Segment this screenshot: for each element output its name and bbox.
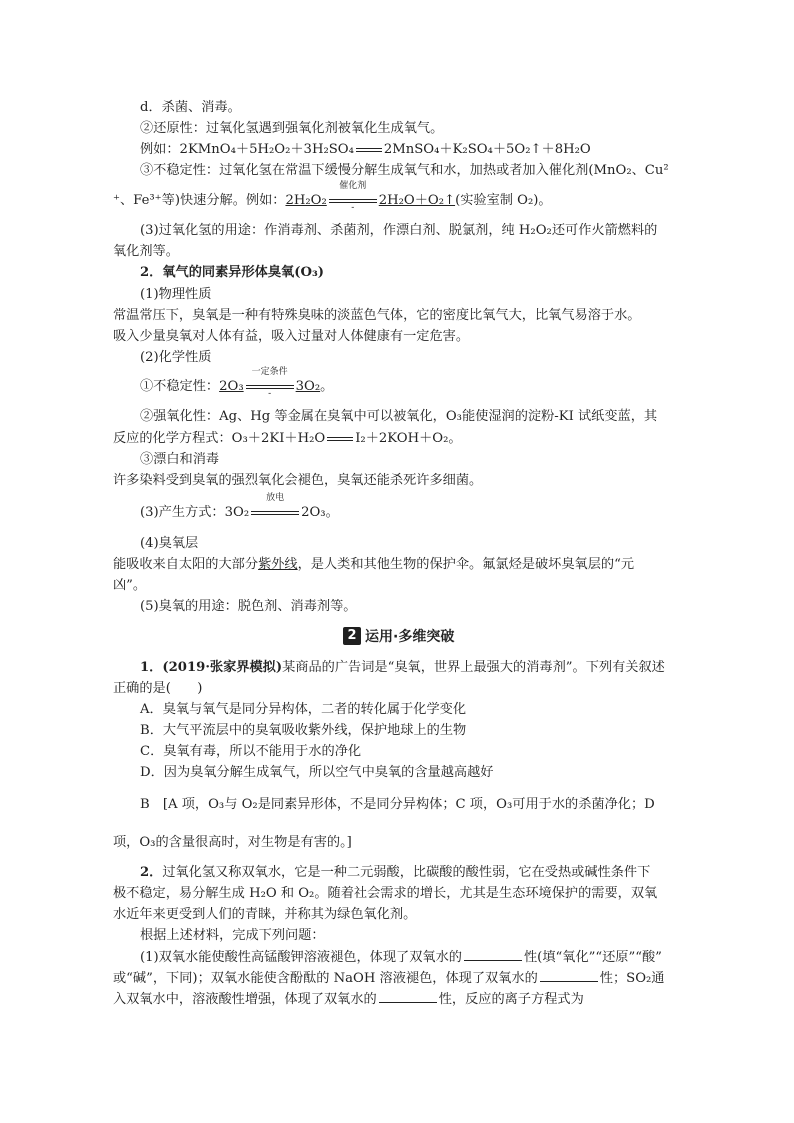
equation-lhs: 2H₂O₂ bbox=[285, 193, 327, 208]
question-2-stem: 根据上述材料，完成下列问题： bbox=[140, 928, 325, 943]
text-line: ③不稳定性：过氧化氢在常温下缓慢分解生成氧气和水，加热或者加入催化剂(MnO₂、Cu² bbox=[140, 163, 669, 178]
question-2-stem: 水近年来更受到人们的青睐，并称其为绿色氧化剂。 bbox=[113, 907, 417, 922]
answer-blank[interactable] bbox=[379, 990, 437, 1003]
equation-line bbox=[113, 181, 552, 213]
equation-line bbox=[140, 367, 334, 399]
equation-rhs: 3O₂ bbox=[295, 379, 321, 394]
answer-explanation: B [A 项，O₃与 O₂是同素异形体，不是同分异构体；C 项，O₃可用于水的杀菌净化；D bbox=[140, 797, 655, 812]
text-line bbox=[113, 556, 634, 574]
equation-line bbox=[140, 493, 339, 522]
answer-blank[interactable] bbox=[540, 969, 598, 982]
equals-sign bbox=[327, 437, 353, 441]
text-span: ①不稳定性： bbox=[140, 379, 220, 394]
reaction-condition: 催化剂 bbox=[339, 181, 367, 191]
answer-blank[interactable] bbox=[464, 948, 522, 961]
text-line: ②还原性：过氧化氢遇到强氧化剂被氧化生成氧气。 bbox=[140, 121, 444, 136]
reaction-arrow bbox=[251, 493, 299, 522]
text-line: 吸入少量臭氧对人体有益，吸入过量对人体健康有一定危害。 bbox=[113, 329, 470, 344]
question-2-stem: 极不稳定，易分解生成 H₂O 和 O₂。随着社会需求的增长，尤其是生态环境保护的需要，双氧 bbox=[113, 886, 658, 901]
equation-lhs: 反应的化学方程式：O₃＋2KI＋H₂O bbox=[113, 431, 326, 446]
subheading: 2．氧气的同素异形体臭氧(O₃) bbox=[140, 265, 324, 280]
section-title: 运用·多维突破 bbox=[365, 629, 455, 645]
reaction-condition: 放电 bbox=[266, 493, 285, 503]
text-line: (5)臭氧的用途：脱色剂、消毒剂等。 bbox=[140, 599, 357, 614]
question-1-stem: 正确的是( ) bbox=[113, 681, 203, 696]
equation-lhs: 例如：2KMnO₄＋5H₂O₂＋3H₂SO₄ bbox=[140, 142, 354, 157]
question-2-part-1: (1)双氧水能使酸性高锰酸钾溶液褪色，体现了双氧水的 性(填“氧化”“还原”“酸” bbox=[140, 950, 662, 965]
text-span: 。 bbox=[320, 379, 334, 394]
reaction-condition: 一定条件 bbox=[251, 367, 288, 377]
option-a: A．臭氧与氧气是同分异构体，二者的转化属于化学变化 bbox=[140, 702, 467, 717]
question-2-stem: 2．过氧化氢又称双氧水，它是一种二元弱酸，比碳酸的酸性弱，它在受热或碱性条件下 bbox=[140, 865, 651, 880]
text-line: (1)物理性质 bbox=[140, 287, 212, 302]
text-span: 能吸收来自太阳的大部分 bbox=[113, 557, 259, 572]
text-span: (实验室制 O₂)。 bbox=[455, 193, 552, 208]
equation-rhs: 2MnSO₄＋K₂SO₄＋5O₂↑＋8H₂O bbox=[383, 142, 591, 157]
underlined-term: 紫外线 bbox=[258, 557, 298, 572]
text-line: (3)过氧化氢的用途：作消毒剂、杀菌剂，作漂白剂、脱氯剂，纯 H₂O₂还可作火箭燃料的 bbox=[140, 223, 658, 238]
text-line: d．杀菌、消毒。 bbox=[140, 100, 241, 115]
text-line: ②强氧化性：Ag、Hg 等金属在臭氧中可以被氧化，O₃能使湿润的淀粉-KI 试纸变蓝，其 bbox=[140, 409, 658, 424]
text-line: 许多染料受到臭氧的强烈氧化会褪色，臭氧还能杀死许多细菌。 bbox=[113, 473, 483, 488]
option-d: D．因为臭氧分解生成氧气，所以空气中臭氧的含量越高越好 bbox=[140, 765, 494, 780]
option-b: B．大气平流层中的臭氧吸收紫外线，保护地球上的生物 bbox=[140, 723, 467, 738]
text-span: ⁺、Fe³⁺等)快速分解。例如： bbox=[113, 193, 286, 208]
option-c: C．臭氧有毒，所以不能用于水的净化 bbox=[140, 744, 362, 759]
text-line: 凶”。 bbox=[113, 578, 147, 593]
equation-line bbox=[113, 430, 462, 448]
section-number-badge: 2 bbox=[343, 627, 361, 645]
text-line: 常温常压下，臭氧是一种有特殊臭味的淡蓝色气体，它的密度比氧气大，比氧气易溶于水。 bbox=[113, 308, 641, 323]
question-2-part-1: 或“碱”，下同)；双氧水能使含酚酞的 NaOH 溶液褪色，体现了双氧水的 性；SO₂通 bbox=[113, 971, 665, 986]
text-line: ③漂白和消毒 bbox=[140, 452, 220, 467]
equation-lhs: (3)产生方式：3O₂ bbox=[140, 505, 250, 520]
text-span: ，是人类和其他生物的保护伞。氟氯烃是破坏臭氧层的“元 bbox=[297, 557, 635, 572]
text-line: (2)化学性质 bbox=[140, 350, 212, 365]
equation-line bbox=[140, 141, 591, 159]
reaction-arrow: 一定条件 - bbox=[246, 378, 294, 396]
question-2-part-1: 入双氧水中，溶液酸性增强，体现了双氧水的 性，反应的离子方程式为 bbox=[113, 992, 584, 1007]
reaction-arrow: 催化剂 - bbox=[329, 192, 377, 210]
equals-sign bbox=[356, 148, 382, 152]
section-heading bbox=[343, 625, 454, 647]
equation-rhs: 2O₃。 bbox=[301, 505, 339, 520]
equation-lhs: 2O₃ bbox=[219, 379, 244, 394]
text-line: (4)臭氧层 bbox=[140, 536, 199, 551]
equation-rhs: 2H₂O＋O₂↑ bbox=[378, 193, 456, 208]
answer-explanation: 项，O₃的含量很高时，对生物是有害的。] bbox=[113, 835, 352, 850]
text-line: 氧化剂等。 bbox=[113, 244, 179, 259]
question-1-stem: 1．(2019·张家界模拟)某商品的广告词是“臭氧，世界上最强大的消毒剂”。下列有关叙述 bbox=[140, 660, 665, 675]
equation-rhs: I₂＋2KOH＋O₂。 bbox=[355, 431, 462, 446]
